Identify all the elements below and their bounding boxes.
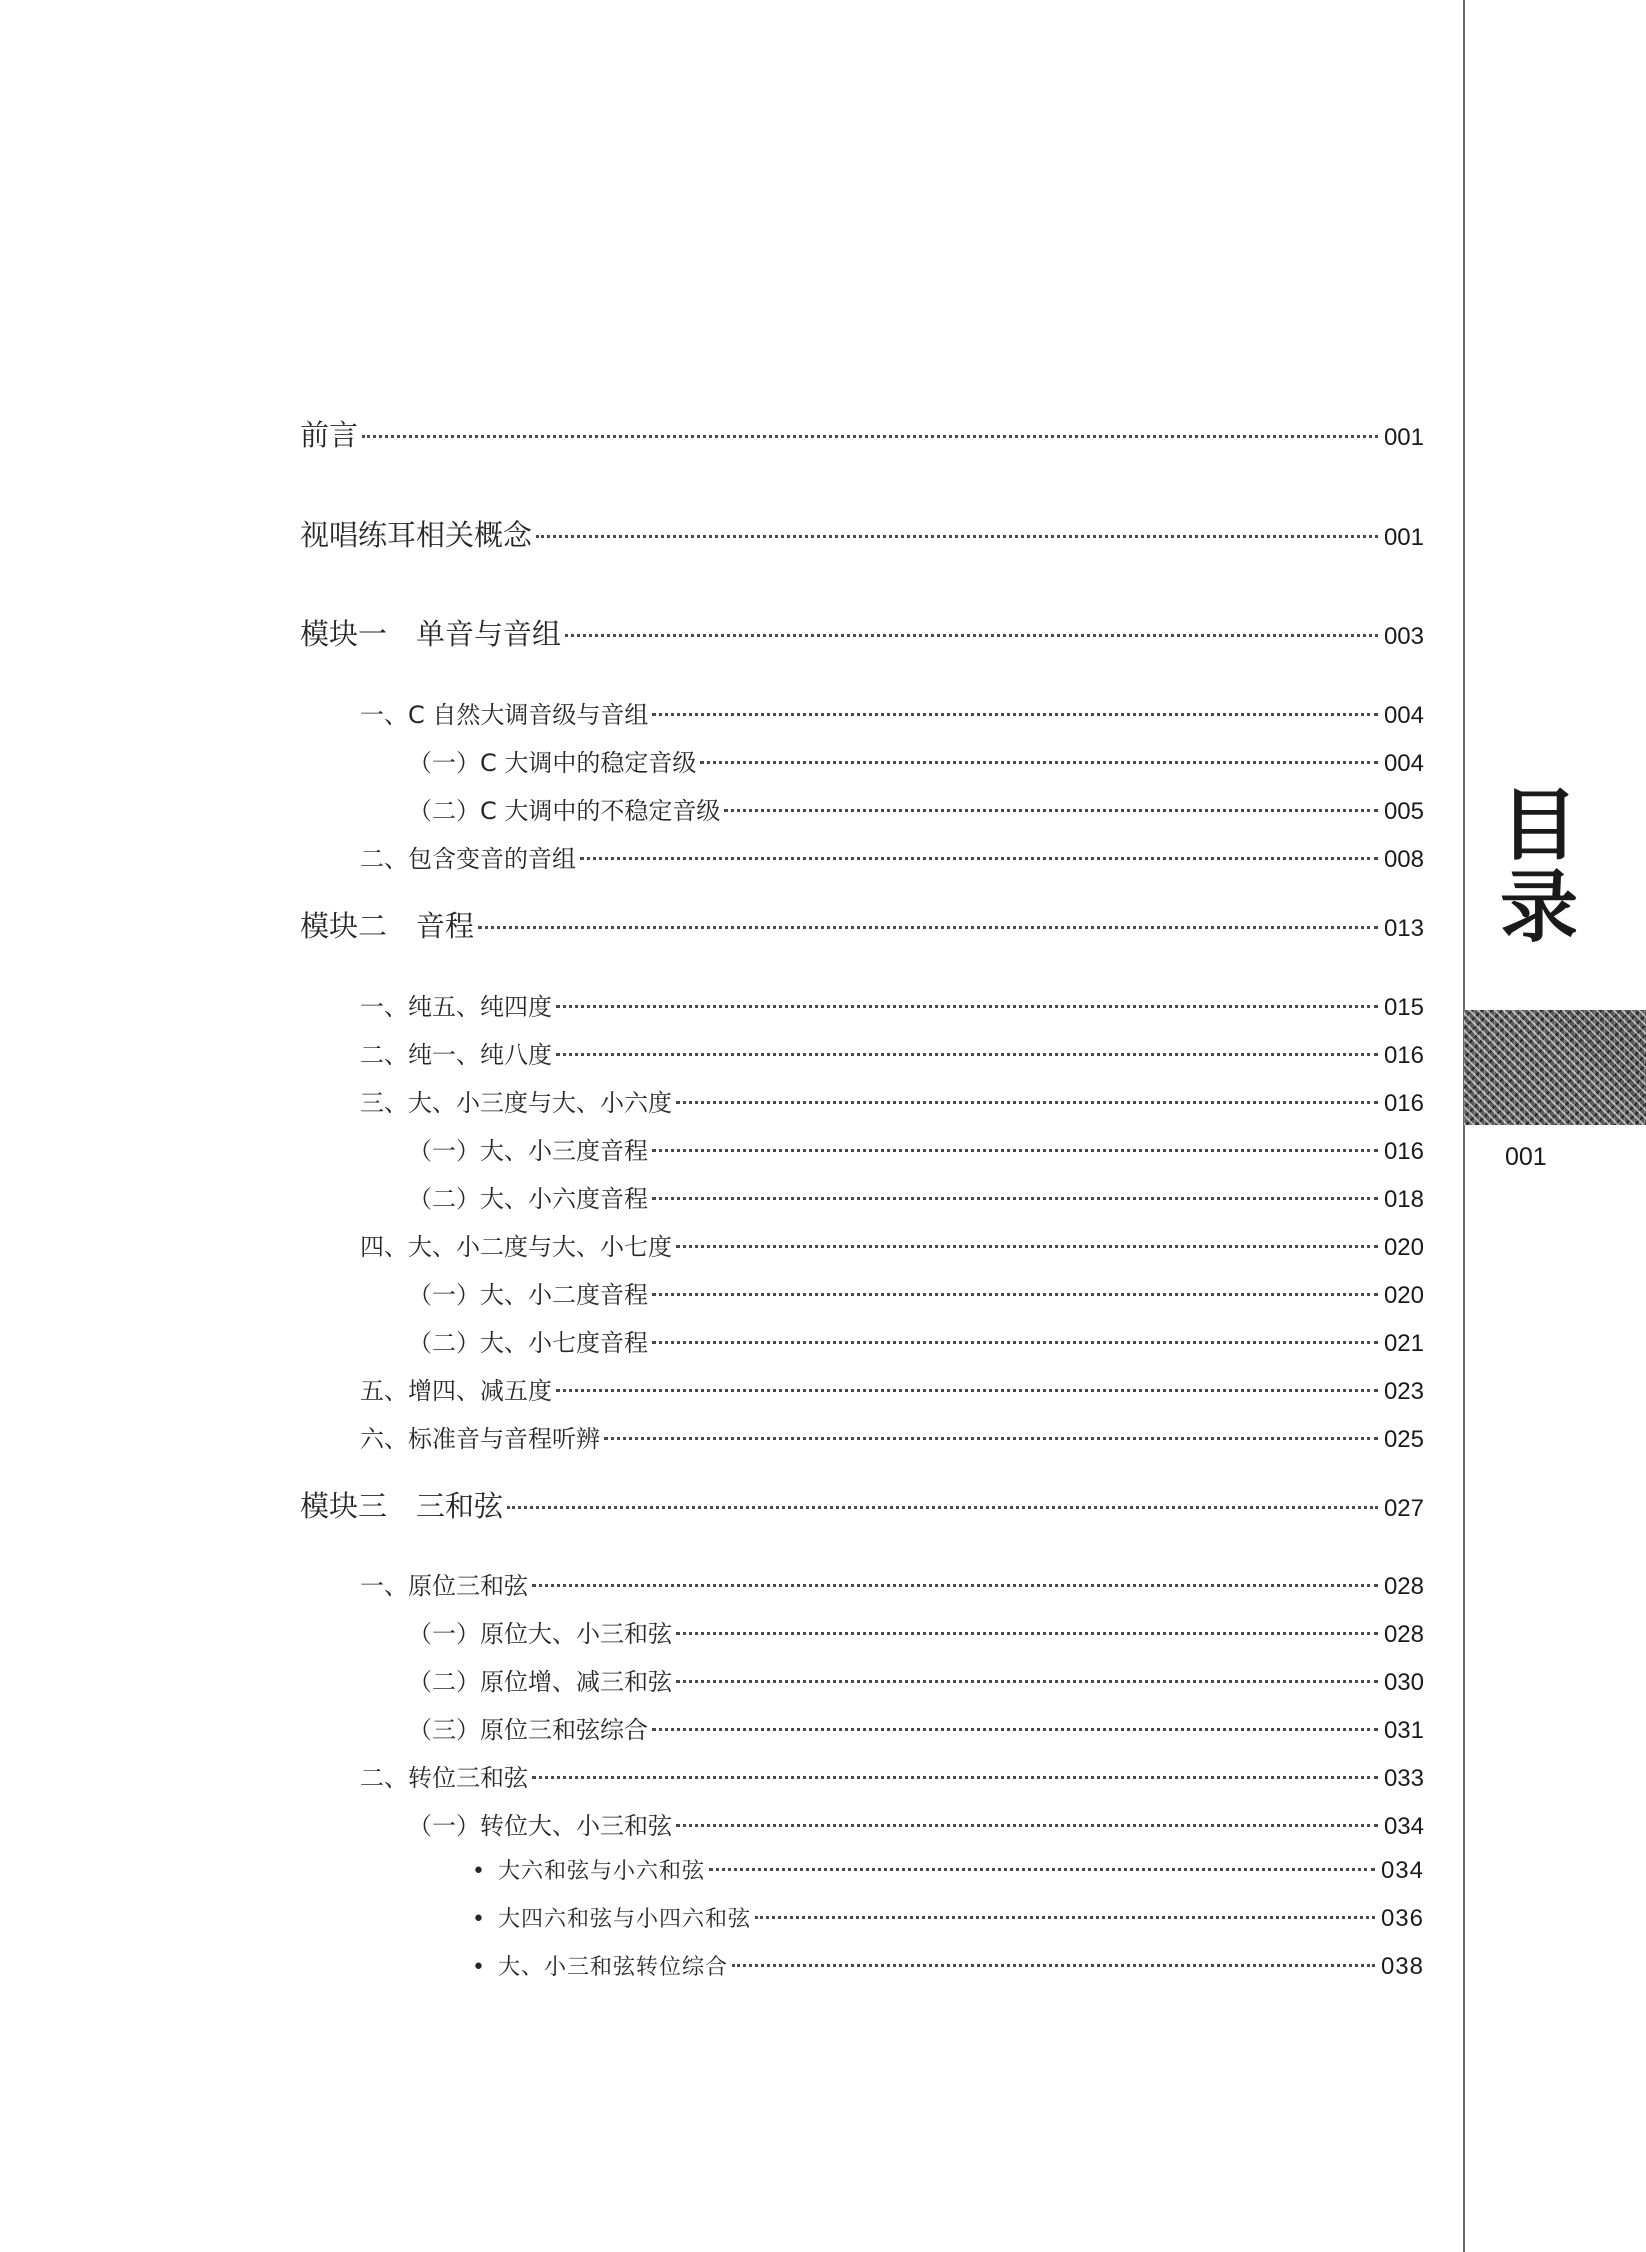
toc-entry-title: 二、纯一、纯八度 <box>360 1041 552 1069</box>
toc-entry-page: 001 <box>1383 524 1424 551</box>
toc-entry-page: 027 <box>1383 1495 1424 1522</box>
toc-entry-title: 视唱练耳相关概念 <box>300 518 533 552</box>
dot-leader <box>700 761 1378 764</box>
toc-entry[interactable] <box>472 1902 1424 1933</box>
toc-entry[interactable] <box>408 1131 1424 1166</box>
toc-entry-title: 模块二 音程 <box>300 909 475 943</box>
bullet-icon: • <box>472 1955 486 1980</box>
bullet-icon: • <box>472 1859 486 1884</box>
toc-entry[interactable] <box>300 1484 1424 1525</box>
dot-leader <box>580 857 1378 860</box>
dot-leader <box>676 1245 1378 1248</box>
toc-entry-page: 004 <box>1383 750 1424 777</box>
toc-entry[interactable] <box>300 413 1424 454</box>
toc-entry-title: 五、增四、减五度 <box>360 1377 552 1405</box>
toc-entry-page: 004 <box>1383 702 1424 729</box>
toc-entry-page: 016 <box>1383 1090 1424 1117</box>
dot-leader <box>652 1728 1378 1731</box>
toc-entry-title: 一、纯五、纯四度 <box>360 993 552 1021</box>
toc-entry[interactable] <box>408 1806 1424 1841</box>
toc-entry[interactable] <box>360 1758 1424 1793</box>
toc-entry-page: 005 <box>1383 798 1424 825</box>
dot-leader <box>676 1824 1378 1827</box>
toc-entry[interactable] <box>360 1227 1424 1262</box>
dot-leader <box>556 1053 1378 1056</box>
toc-heading-char: 录 <box>1500 862 1579 953</box>
toc-entry-page: 025 <box>1383 1426 1424 1453</box>
margin-rule <box>1463 0 1465 2252</box>
toc-entry-title: 前言 <box>300 418 359 452</box>
toc-entry-title: 模块三 三和弦 <box>300 1489 504 1523</box>
toc-entry-page: 016 <box>1383 1042 1424 1069</box>
dot-leader <box>556 1005 1378 1008</box>
toc-entry-page: 013 <box>1383 915 1424 942</box>
toc-entry[interactable] <box>300 513 1424 554</box>
toc-entry-title: （三）原位三和弦综合 <box>408 1716 648 1744</box>
toc-entry-title: 四、大、小二度与大、小七度 <box>360 1233 672 1261</box>
toc-entry-title: 大六和弦与小六和弦 <box>497 1859 705 1884</box>
toc-heading <box>1500 780 1579 953</box>
toc-entry-title: （一）大、小三度音程 <box>408 1137 648 1165</box>
side-page-number: 001 <box>1505 1143 1547 1171</box>
toc-entry[interactable] <box>360 839 1424 874</box>
dot-leader <box>532 1584 1378 1587</box>
dot-leader <box>732 1964 1375 1967</box>
toc-entry-title: 一、原位三和弦 <box>360 1572 528 1600</box>
dot-leader <box>652 1341 1378 1344</box>
toc-entry[interactable] <box>360 1419 1424 1454</box>
toc-entry[interactable] <box>408 1614 1424 1649</box>
dot-leader <box>532 1776 1378 1779</box>
toc-entry-title: 一、C 自然大调音级与音组 <box>360 701 649 729</box>
toc-entry[interactable] <box>408 1662 1424 1697</box>
toc-entry-title: （一）原位大、小三和弦 <box>408 1620 672 1648</box>
toc-entry-title: （一）大、小二度音程 <box>408 1281 648 1309</box>
toc-entry-page: 008 <box>1383 846 1424 873</box>
toc-entry-page: 015 <box>1383 994 1424 1021</box>
toc-entry[interactable] <box>408 743 1424 778</box>
toc-entry-page: 001 <box>1383 424 1424 451</box>
toc-entry-page: 020 <box>1383 1234 1424 1261</box>
toc-entry[interactable] <box>408 791 1424 826</box>
dot-leader <box>652 1293 1378 1296</box>
toc-entry-page: 034 <box>1383 1813 1424 1840</box>
toc-entry-page: 028 <box>1383 1573 1424 1600</box>
decorative-pattern <box>1464 1010 1646 1125</box>
toc-entry[interactable] <box>360 695 1424 730</box>
dot-leader <box>604 1437 1378 1440</box>
toc-entry-title: 三、大、小三度与大、小六度 <box>360 1089 672 1117</box>
dot-leader <box>536 535 1378 538</box>
toc-entry-page: 028 <box>1383 1621 1424 1648</box>
toc-entry-title: （二）C 大调中的不稳定音级 <box>408 797 721 825</box>
dot-leader <box>652 1197 1378 1200</box>
dot-leader <box>507 1506 1378 1509</box>
toc-entry-page: 018 <box>1383 1186 1424 1213</box>
toc-entry[interactable] <box>408 1275 1424 1310</box>
dot-leader <box>709 1868 1375 1871</box>
toc-entry-page: 016 <box>1383 1138 1424 1165</box>
toc-entry[interactable] <box>472 1950 1424 1981</box>
toc-entry[interactable] <box>472 1854 1424 1885</box>
dot-leader <box>676 1680 1378 1683</box>
toc-entry[interactable] <box>360 1035 1424 1070</box>
dot-leader <box>676 1632 1378 1635</box>
toc-entry-page: 023 <box>1383 1378 1424 1405</box>
toc-entry[interactable] <box>408 1323 1424 1358</box>
toc-entry-title: 二、包含变音的音组 <box>360 845 576 873</box>
dot-leader <box>676 1101 1378 1104</box>
dot-leader <box>755 1916 1375 1919</box>
toc-heading-char: 目 <box>1500 780 1579 871</box>
dot-leader <box>362 435 1378 438</box>
toc-entry[interactable] <box>360 1371 1424 1406</box>
toc-entry-page: 038 <box>1380 1953 1424 1980</box>
toc-entry-page: 033 <box>1383 1765 1424 1792</box>
toc-entry-page: 003 <box>1383 623 1424 650</box>
toc-entry-page: 021 <box>1383 1330 1424 1357</box>
toc-entry-page: 036 <box>1380 1905 1424 1932</box>
toc-entry-page: 034 <box>1380 1857 1424 1884</box>
toc-entry-title: 二、转位三和弦 <box>360 1764 528 1792</box>
toc-entry-title: 模块一 单音与音组 <box>300 617 562 651</box>
toc-entry[interactable] <box>360 1083 1424 1118</box>
toc-entry-title: （一）转位大、小三和弦 <box>408 1812 672 1840</box>
toc-entry-page: 031 <box>1383 1717 1424 1744</box>
toc-entry-title: 大、小三和弦转位综合 <box>497 1955 728 1980</box>
toc-entry-title: （二）原位增、减三和弦 <box>408 1668 672 1696</box>
dot-leader <box>724 809 1378 812</box>
toc-entry-title: （二）大、小六度音程 <box>408 1185 648 1213</box>
bullet-icon: • <box>472 1907 486 1932</box>
toc-entry-title: （二）大、小七度音程 <box>408 1329 648 1357</box>
toc-entry-title: 六、标准音与音程听辨 <box>360 1425 600 1453</box>
toc-entry[interactable] <box>300 612 1424 653</box>
toc-entry-page: 020 <box>1383 1282 1424 1309</box>
toc-entry[interactable] <box>408 1179 1424 1214</box>
dot-leader <box>556 1389 1378 1392</box>
toc-entry[interactable] <box>360 1566 1424 1601</box>
toc-entry-title: （一）C 大调中的稳定音级 <box>408 749 697 777</box>
toc-entry-page: 030 <box>1383 1669 1424 1696</box>
toc-entry[interactable] <box>300 904 1424 945</box>
toc-entry[interactable] <box>408 1710 1424 1745</box>
dot-leader <box>478 926 1378 929</box>
dot-leader <box>652 713 1378 716</box>
toc-entry-title: 大四六和弦与小四六和弦 <box>497 1907 751 1932</box>
dot-leader <box>565 634 1378 637</box>
toc-entry[interactable] <box>360 987 1424 1022</box>
dot-leader <box>652 1149 1378 1152</box>
